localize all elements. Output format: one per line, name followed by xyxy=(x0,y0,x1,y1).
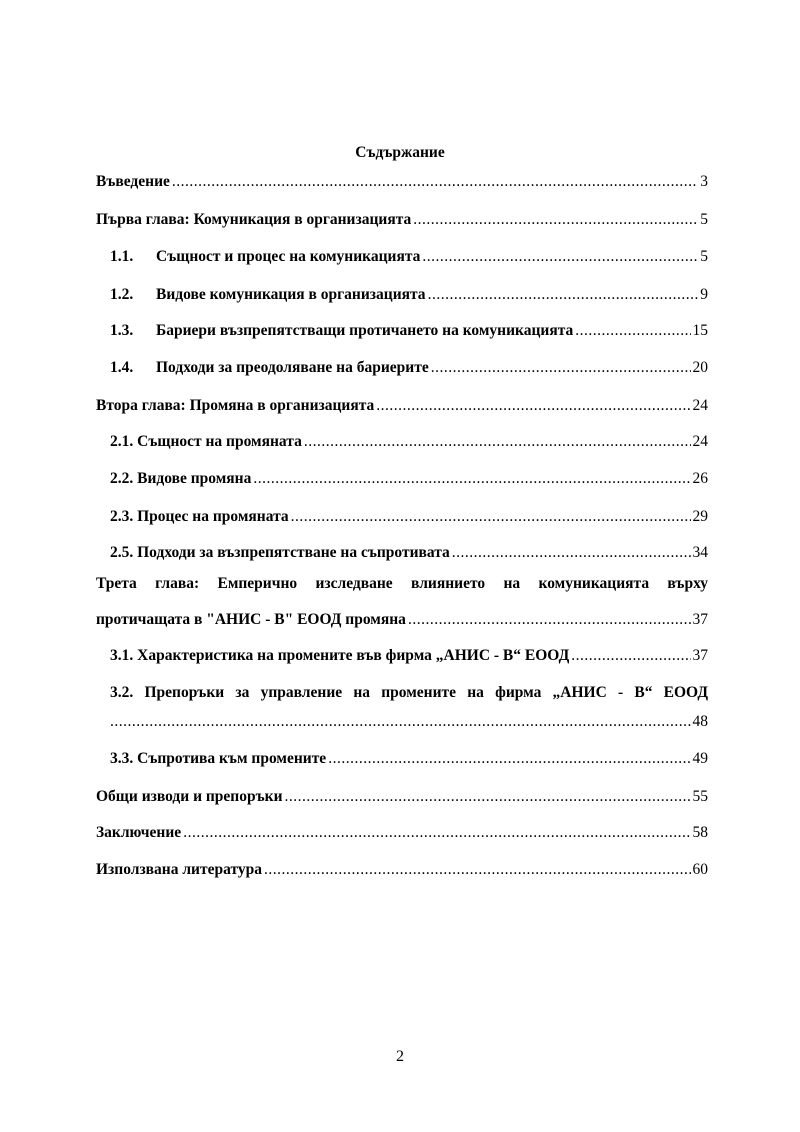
toc-leader xyxy=(408,610,691,630)
toc-entry-page: 15 xyxy=(692,322,708,339)
toc-entry-text xyxy=(110,247,420,267)
toc-entry-3-1[interactable] xyxy=(110,646,708,666)
toc-entry-2-1[interactable] xyxy=(110,432,708,452)
toc-entry-text: Заключение xyxy=(96,824,182,841)
toc-entry-text: Общи изводи и препоръки xyxy=(96,788,283,805)
toc-entry-1-1[interactable] xyxy=(110,247,708,267)
toc-leader xyxy=(264,860,691,880)
toc-entry-page: 55 xyxy=(692,788,708,805)
toc-entry-text: 3.3. Съпротива към промените xyxy=(110,750,327,767)
toc-entry-conclusions[interactable] xyxy=(96,787,708,807)
toc-entry-1-4[interactable] xyxy=(110,358,708,378)
toc-leader xyxy=(304,432,691,452)
toc-entry-text xyxy=(110,321,573,341)
toc-entry-1-3[interactable] xyxy=(110,321,708,341)
toc-leader xyxy=(376,396,690,416)
toc-entry-page: 24 xyxy=(692,397,708,414)
toc-leader xyxy=(413,210,698,230)
toc-entry-introduction[interactable] xyxy=(96,172,708,192)
toc-entry-page: 5 xyxy=(700,211,708,228)
toc-leader xyxy=(575,321,690,341)
toc-entry-number: 1.4. xyxy=(110,359,134,376)
toc-entry-text: 3.1. Характеристика на промените във фирма „АНИС - В“ ЕООД xyxy=(110,647,570,664)
toc-entry-page: 24 xyxy=(692,433,708,450)
toc-leader xyxy=(328,749,690,769)
toc-entry-text: Втора глава: Промяна в организацията xyxy=(96,397,375,414)
toc-entry-references[interactable] xyxy=(96,860,708,880)
toc-entry-page: 9 xyxy=(700,286,708,303)
toc-entry-text: Въведение xyxy=(96,173,170,190)
toc-entry-number: 1.3. xyxy=(110,322,134,339)
toc-leader xyxy=(183,823,690,843)
toc-entry-page: 3 xyxy=(700,173,708,190)
toc-entry-page: 37 xyxy=(692,611,708,628)
toc-entry-label: Бариери възпрепятстващи протичането на комуникацията xyxy=(156,322,574,339)
toc-entry-3-2-line1[interactable]: 3.2. Препоръки за управление на промените на фирма „АНИС - В“ ЕООД xyxy=(110,684,708,701)
toc-leader xyxy=(422,247,698,267)
toc-entry-page: 26 xyxy=(692,470,708,487)
page-number: 2 xyxy=(396,1048,404,1065)
toc-leader xyxy=(571,646,690,666)
toc-entry-text: 2.3. Процес на промяната xyxy=(110,508,289,525)
toc-leader xyxy=(291,507,691,527)
toc-leader xyxy=(452,543,691,563)
toc-entry-text: 2.1. Същност на промяната xyxy=(110,433,302,450)
toc-entry-text: Използвана литература xyxy=(96,861,262,878)
toc-entry-2-5[interactable] xyxy=(110,543,708,563)
toc-entry-chapter-3[interactable] xyxy=(96,610,708,630)
toc-entry-text: протичащата в "АНИС - В" ЕООД промяна xyxy=(96,611,406,628)
toc-entry-2-2[interactable] xyxy=(110,469,708,489)
toc-entry-closing[interactable] xyxy=(96,823,708,843)
toc-entry-page: 49 xyxy=(692,750,708,767)
toc-entry-text: 2.5. Подходи за възпрепятстване на съпротивата xyxy=(110,544,450,561)
toc-entry-page: 29 xyxy=(692,508,708,525)
toc-entry-3-3[interactable] xyxy=(110,749,708,769)
toc-entry-number: 1.2. xyxy=(110,286,134,303)
toc-leader xyxy=(285,787,691,807)
toc-entry-text xyxy=(110,358,429,378)
toc-entry-chapter-1[interactable] xyxy=(96,210,708,230)
toc-leader xyxy=(172,172,698,192)
toc-entry-number: 1.1. xyxy=(110,248,134,265)
toc-entry-page: 34 xyxy=(692,544,708,561)
toc-entry-text xyxy=(110,285,426,305)
toc-entry-3-2[interactable] xyxy=(110,712,708,732)
toc-entry-text: 2.2. Видове промяна xyxy=(110,470,252,487)
toc-entry-page: 37 xyxy=(692,647,708,664)
toc-entry-chapter-2[interactable] xyxy=(96,396,708,416)
toc-entry-chapter-3-line1[interactable]: Трета глава: Емперично изследване влиянието на комуникацията върху xyxy=(96,575,708,592)
toc-entry-text: Първа глава: Комуникация в организацията xyxy=(96,211,412,228)
toc-leader xyxy=(428,285,699,305)
toc-leader xyxy=(431,358,691,378)
toc-entry-label: Видове комуникация в организацията xyxy=(156,286,426,303)
toc-entry-page: 20 xyxy=(692,359,708,376)
toc-entry-label: Същност и процес на комуникацията xyxy=(156,248,421,265)
toc-entry-2-3[interactable] xyxy=(110,507,708,527)
toc-entry-label: Подходи за преодоляване на бариерите xyxy=(156,359,429,376)
toc-entry-page: 5 xyxy=(700,248,708,265)
toc-entry-page: 48 xyxy=(692,713,708,730)
page-title: Съдържание xyxy=(355,144,445,161)
toc-entry-page: 58 xyxy=(692,824,708,841)
toc-leader xyxy=(253,469,690,489)
toc-entry-1-2[interactable] xyxy=(110,285,708,305)
toc-entry-page: 60 xyxy=(692,861,708,878)
toc-leader xyxy=(110,712,691,732)
